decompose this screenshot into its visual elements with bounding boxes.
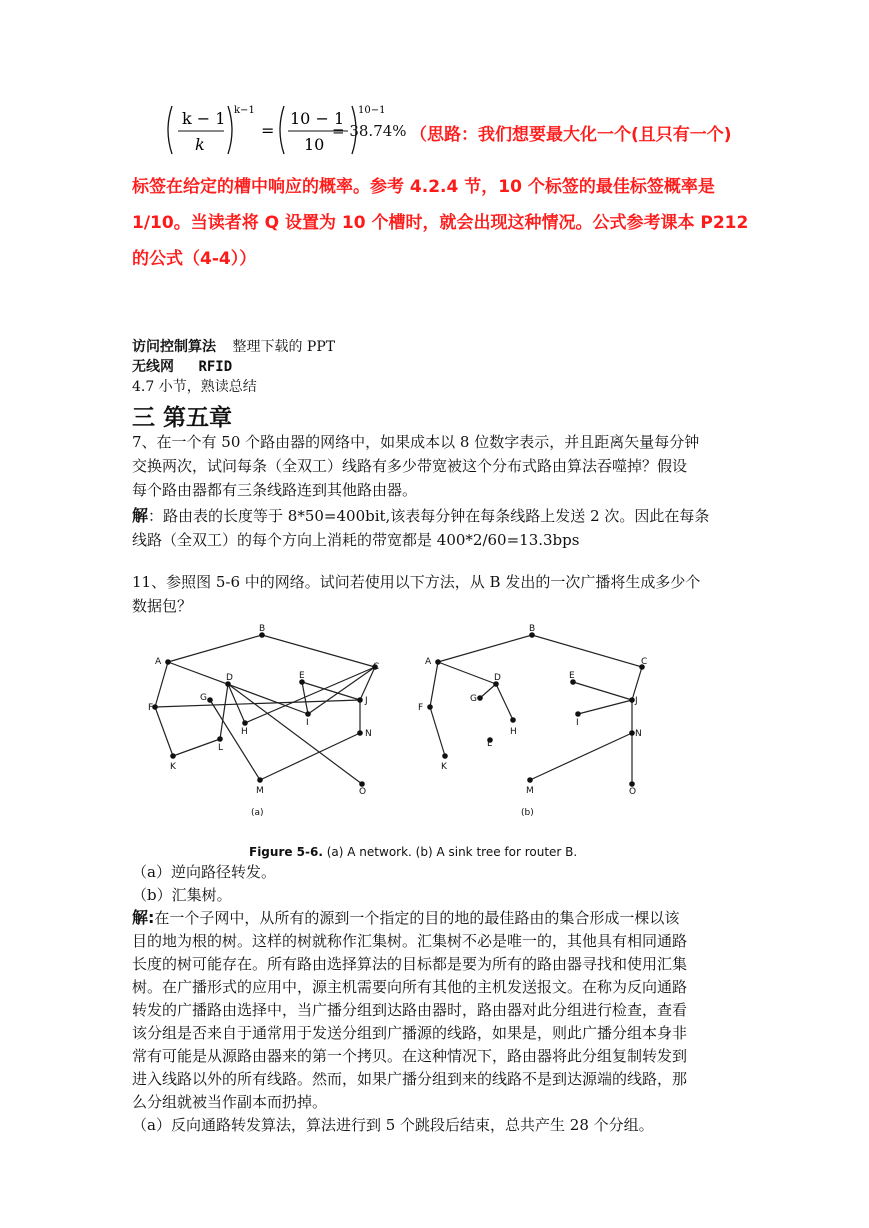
- node-j-label: J: [365, 696, 368, 706]
- node-k-label: K: [170, 762, 176, 772]
- answer-line7: 常有可能是从源路由器来的第一个拷贝。在这种情况下，路由器将此分组复制转发到: [132, 1047, 688, 1065]
- node-n-label: N: [365, 729, 372, 739]
- access-text: 整理下载的 PPT: [232, 339, 336, 355]
- node-g-label: G: [200, 693, 207, 703]
- formula-eq: =: [261, 121, 275, 140]
- formula-rhs-exp: 10−1: [358, 105, 386, 116]
- q7-answer-line1: [132, 504, 742, 528]
- q11-line1: 11、参照图 5-6 中的网络。试问若使用以下方法，从 B 发出的一次广播将生成多少个: [132, 573, 701, 591]
- option-b: （b）汇集树。: [132, 886, 232, 904]
- figure-caption-number: Figure 5-6.: [249, 845, 323, 859]
- node-l-label: L: [218, 743, 224, 753]
- answer-line10: （a）反向通路转发算法，算法进行到 5 个跳段后结束，总共产生 28 个分组。: [132, 1116, 654, 1134]
- answer-line6: 该分组是否来自于通常用于发送分组到广播源的线路，如果是，则此广播分组本身非: [132, 1024, 688, 1042]
- tree-node-d-label: D: [494, 673, 501, 683]
- formula-lhs-exp: k−1: [234, 105, 255, 116]
- answer-line8: 进入线路以外的所有线路。然而，如果广播分组到来的线路不是到达源端的线路，那: [132, 1070, 688, 1088]
- figure-caption: [249, 845, 577, 859]
- formula-rhs-den: 10: [304, 135, 325, 154]
- red-note-line2: 标签在给定的槽中响应的概率。参考 4.2.4 节，10 个标签的最佳标签概率是: [132, 177, 715, 197]
- network-diagram: [140, 622, 680, 827]
- option-a: （a）逆向路径转发。: [132, 863, 276, 881]
- q11-line2: 数据包？: [132, 597, 193, 615]
- q7-answer-text1: ：路由表的长度等于 8*50=400bit,该表每分钟在每条线路上发送 2 次。因此在每条: [148, 507, 710, 525]
- subfigure-b-label: (b): [521, 808, 534, 818]
- figure-caption-text: (a) A network. (b) A sink tree for router B.: [326, 845, 578, 859]
- access-label: 访问控制算法: [132, 339, 216, 355]
- tree-node-f-label: F: [418, 703, 424, 713]
- tree-node-h-label: H: [510, 727, 517, 737]
- node-m-label: M: [256, 786, 264, 796]
- tree-node-e-label: E: [569, 671, 575, 681]
- red-note-line4: 的公式（4-4））: [132, 249, 257, 269]
- subfigure-a-label: (a): [251, 808, 264, 818]
- node-c-label: C: [373, 662, 380, 672]
- answer-line3: 长度的树可能存在。所有路由选择算法的目标都是要为所有的路由器寻找和使用汇集: [132, 955, 688, 973]
- chapter-heading: 三 第五章: [132, 405, 233, 431]
- tree-node-a-label: A: [425, 657, 432, 667]
- tree-node-m-label: M: [526, 786, 534, 796]
- tree-node-o-label: O: [629, 787, 637, 797]
- tree-node-g-label: G: [470, 694, 477, 704]
- answer-line2: 目的地为根的树。这样的树就称作汇集树。汇集树不必是唯一的，其他具有相同通路: [132, 932, 688, 950]
- tree-node-l-label: L: [487, 739, 493, 749]
- q7-line3: 每个路由器都有三条线路连到其他路由器。: [132, 481, 418, 499]
- formula-rhs-num: 10 − 1: [290, 109, 345, 128]
- tree-node-b-label: B: [529, 624, 536, 634]
- answer-text1: 在一个子网中，从所有的源到一个指定的目的地的最佳路由的集合形成一棵以该: [154, 909, 680, 927]
- network-a-edges: [155, 635, 375, 784]
- tree-node-j-label: J: [635, 696, 638, 706]
- formula-result: = 38.74%: [332, 122, 407, 140]
- answer-line4: 树。在广播形式的应用中，源主机需要向所有其他的主机发送报文。在称为反向通路: [132, 978, 688, 996]
- tree-node-k-label: K: [441, 762, 447, 772]
- tree-node-i-label: I: [576, 718, 579, 728]
- answer-line5: 转发的广播路由选择中，当广播分组到达路由器时，路由器对此分组进行检查，查看: [132, 1001, 688, 1019]
- section-note: 4.7 小节，熟读总结: [132, 379, 257, 395]
- node-e-label: E: [299, 671, 305, 681]
- formula-lhs-den: k: [195, 135, 205, 154]
- figure-5-6: [140, 622, 680, 827]
- node-h-label: H: [241, 727, 248, 737]
- node-f-label: F: [148, 703, 154, 713]
- q7-line1: 7、在一个有 50 个路由器的网络中，如果成本以 8 位数字表示，并且距离矢量每分钟: [132, 433, 700, 451]
- tree-node-n-label: N: [635, 729, 642, 739]
- node-a-label: A: [155, 657, 162, 667]
- red-note-line1: （思路：我们想要最大化一个(且只有一个): [410, 125, 732, 145]
- wireless-label: 无线网: [132, 359, 174, 375]
- red-note-line3: 1/10。当读者将 Q 设置为 10 个槽时，就会出现这种情况。公式参考课本 P212: [132, 213, 749, 233]
- answer-line9: 么分组就被当作副本而扔掉。: [132, 1093, 328, 1111]
- tree-node-c-label: C: [641, 657, 648, 667]
- formula-lhs-num: k − 1: [182, 109, 226, 128]
- node-i-label: I: [306, 718, 309, 728]
- answer-line1: [132, 906, 742, 930]
- q7-line2: 交换两次，试问每条（全双工）线路有多少带宽被这个分布式路由算法吞噬掉？假设: [132, 457, 688, 475]
- sink-tree-b: [418, 624, 647, 818]
- node-b-label: B: [259, 624, 266, 634]
- q7-answer-line2: 线路（全双工）的每个方向上消耗的带宽都是 400*2/60=13.3bps: [132, 531, 580, 549]
- q7-answer-label: 解: [132, 506, 149, 525]
- node-d-label: D: [226, 673, 233, 683]
- answer-label: 解:: [132, 908, 155, 927]
- wireless-text: RFID: [198, 359, 233, 375]
- node-o-label: O: [359, 787, 367, 797]
